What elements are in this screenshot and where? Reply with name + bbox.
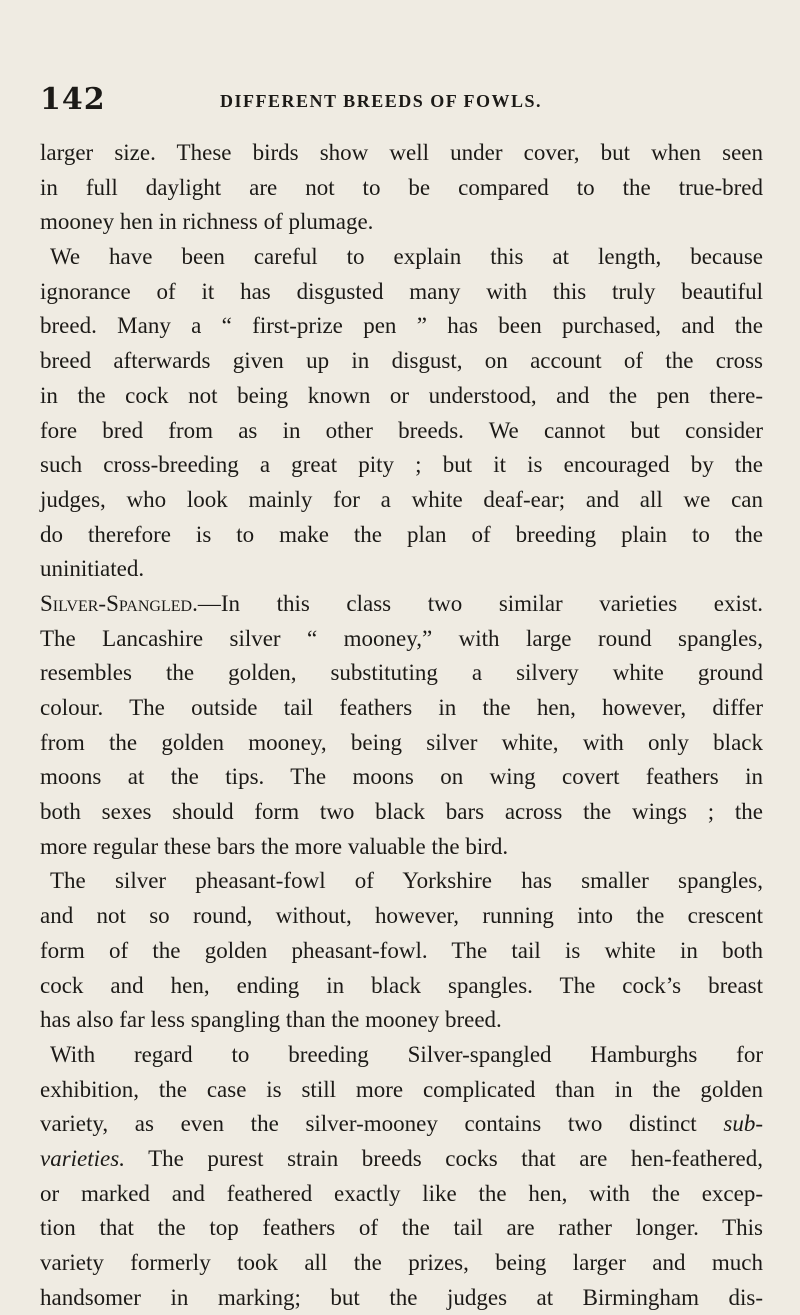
page-header [40, 82, 760, 122]
text-line: tion that the top feathers of the tail are rather longer. This [40, 1215, 763, 1241]
text-line: do therefore is to make the plan of breeding plain to the [40, 521, 763, 547]
text-line: has also far less spangling than the mooney breed. [40, 1007, 502, 1033]
text-line: more regular these bars the more valuable the bird. [40, 833, 509, 859]
text-line: from the golden mooney, being silver white, with only black [40, 729, 763, 755]
text-line: such cross-breeding a great pity ; but it is encouraged by the [40, 452, 763, 478]
italic-text: varieties. [40, 1145, 125, 1171]
text-line: mooney hen in richness of plumage. [40, 209, 374, 235]
text-line: larger size. These birds show well under cover, but when seen [40, 140, 763, 165]
text-line: exhibition, the case is still more complicated than in the golden [40, 1076, 763, 1102]
italic-text: sub- [723, 1111, 763, 1137]
running-title: DIFFERENT BREEDS OF FOWLS. [220, 91, 543, 111]
text-line: With regard to breeding Silver-spangled Hamburghs for [50, 1041, 763, 1067]
text-line: breed afterwards given up in disgust, on account of the cross [40, 348, 763, 374]
text-line: and not so round, without, however, running into the crescent [40, 903, 763, 929]
text-line: moons at the tips. The moons on wing covert feathers in [40, 764, 763, 790]
text-line: form of the golden pheasant-fowl. The tail is white in both [40, 937, 763, 963]
text-line: or marked and feathered exactly like the hen, with the excep- [40, 1180, 763, 1206]
text-line: cock and hen, ending in black spangles. The cock’s breast [40, 972, 763, 998]
text-line: breed. Many a “ first-prize pen ” has been purchased, and the [40, 313, 763, 339]
text-line: variety, as even the silver-mooney contains two distinct sub- [40, 1111, 763, 1137]
text-line: fore bred from as in other breeds. We cannot but consider [40, 417, 763, 443]
text-line: variety formerly took all the prizes, being larger and much [40, 1250, 763, 1275]
text-line: The silver pheasant-fowl of Yorkshire has smaller spangles, [50, 868, 763, 894]
text-line: We have been careful to explain this at length, because [50, 244, 763, 270]
text-line: ignorance of it has disgusted many with this truly beautiful [40, 278, 763, 304]
text-line: both sexes should form two black bars across the wings ; the [40, 799, 763, 825]
section-heading: Silver-Spangled. [40, 590, 198, 616]
section-heading-line: Silver-Spangled.—In this class two similar varieties exist. [40, 590, 763, 616]
text-line: resembles the golden, substituting a silvery white ground [40, 660, 763, 686]
body-text [40, 136, 763, 1315]
text-line: uninitiated. [40, 556, 145, 582]
text-line: varieties. The purest strain breeds cocks that are hen-feathered, [40, 1145, 763, 1171]
text-line: in full daylight are not to be compared to the true-bred [40, 174, 763, 200]
text-line: colour. The outside tail feathers in the hen, however, differ [40, 695, 763, 720]
text-line: The Lancashire silver “ mooney,” with large round spangles, [40, 625, 763, 651]
text-line: in the cock not being known or understood, and the pen there- [40, 382, 763, 408]
text-line: judges, who look mainly for a white deaf-ear; and all we can [40, 486, 763, 512]
text-line: handsomer in marking; but the judges at Birmingham dis- [40, 1284, 763, 1310]
page-number: 142 [40, 82, 106, 117]
